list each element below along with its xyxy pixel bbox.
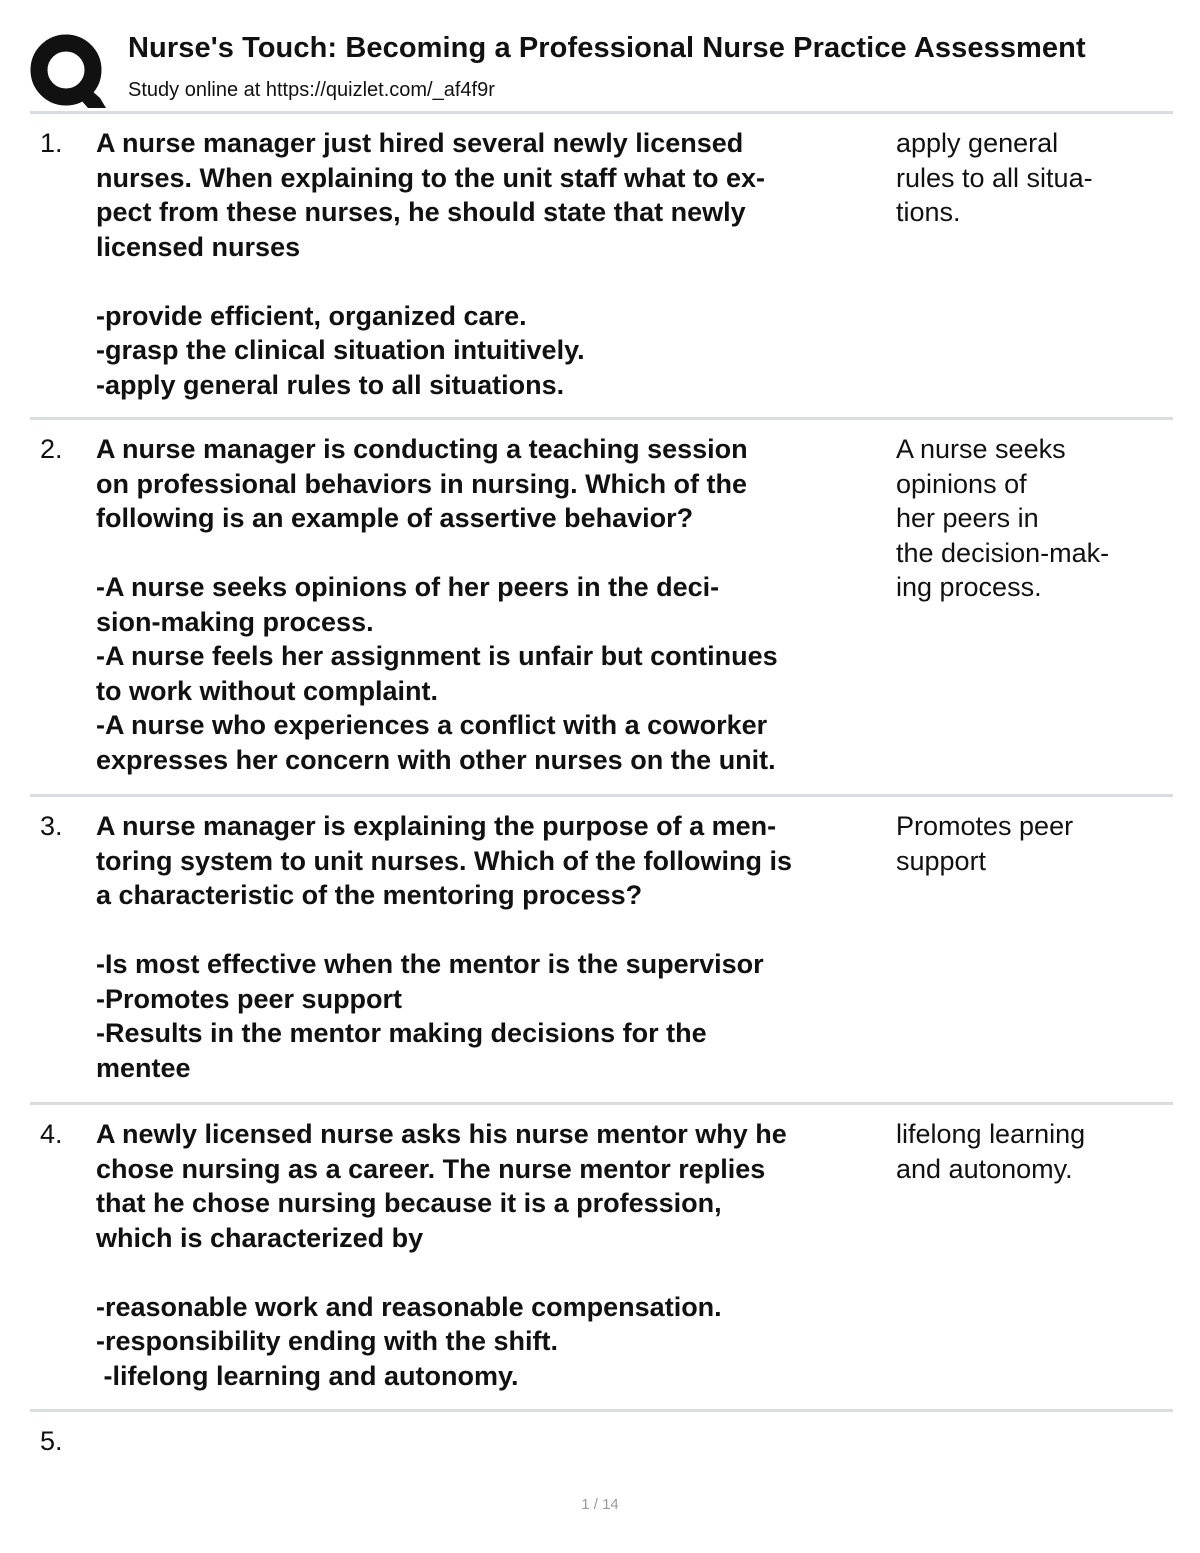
answer-line: apply general [896, 128, 1059, 158]
question-line: toring system to unit nurses. Which of the following is [96, 845, 793, 876]
divider [30, 794, 1173, 797]
question-line [96, 264, 896, 299]
question-line: nurses. When explaining to the unit staff what to ex- [96, 162, 766, 193]
card-question [96, 1117, 896, 1393]
card-number: 1. [40, 128, 63, 158]
card-number: 4. [40, 1119, 63, 1149]
question-line: a characteristic of the mentoring process? [96, 880, 643, 910]
quizlet-logo-icon [30, 32, 106, 108]
divider [30, 111, 1173, 114]
question-line: -Is most effective when the mentor is the supervisor [96, 949, 764, 979]
question-line: A newly licensed nurse asks his nurse mentor why he [96, 1119, 787, 1149]
answer-line: and autonomy. [896, 1153, 1073, 1184]
document-subtitle: Study online at https://quizlet.com/_af4f9r [128, 79, 495, 101]
card-question [96, 809, 896, 1085]
document-title: Nurse's Touch: Becoming a Professional Nurse Practice Assessment [128, 32, 1086, 64]
answer-line: ing process. [896, 572, 1042, 602]
answer-line: A nurse seeks [896, 434, 1066, 464]
question-line: expresses her concern with other nurses on the unit. [96, 744, 776, 775]
card-answer [896, 809, 1171, 878]
divider [30, 1102, 1173, 1105]
question-line: chose nursing as a career. The nurse mentor replies [96, 1153, 766, 1184]
card-number: 3. [40, 811, 63, 841]
answer-line: rules to all situa- [896, 162, 1093, 193]
card-question [96, 432, 896, 777]
question-line [96, 536, 896, 571]
question-line [96, 913, 896, 948]
question-line: A nurse manager is explaining the purpose of a men- [96, 811, 777, 841]
question-line: -lifelong learning and autonomy. [96, 1360, 519, 1391]
question-line: -responsibility ending with the shift. [96, 1326, 559, 1356]
question-line: licensed nurses [96, 231, 301, 262]
answer-line: the decision-mak- [896, 537, 1110, 568]
question-line: which is characterized by [96, 1222, 424, 1253]
answer-line: opinions of [896, 468, 1027, 499]
answer-line: support [896, 845, 987, 876]
question-line: mentee [96, 1052, 191, 1083]
page-number: 1 / 14 [581, 1496, 619, 1513]
card-answer [896, 126, 1171, 230]
question-line: pect from these nurses, he should state that newly [96, 197, 746, 227]
question-line: on professional behaviors in nursing. Which of the [96, 468, 748, 499]
question-line: A nurse manager is conducting a teaching session [96, 434, 748, 464]
answer-line: lifelong learning [896, 1119, 1086, 1149]
divider [30, 417, 1173, 420]
question-line: -A nurse seeks opinions of her peers in the deci- [96, 572, 720, 602]
question-line: -Results in the mentor making decisions for the [96, 1018, 707, 1048]
question-line: that he chose nursing because it is a profession, [96, 1188, 722, 1218]
card-question [96, 126, 896, 402]
card-answer [896, 1117, 1171, 1186]
question-line: sion-making process. [96, 606, 374, 637]
card-number: 5. [40, 1426, 63, 1456]
question-line: to work without complaint. [96, 675, 438, 706]
document-header [30, 30, 1175, 110]
card-answer [896, 432, 1171, 605]
question-line: -A nurse feels her assignment is unfair but continues [96, 641, 778, 671]
question-line: -A nurse who experiences a conflict with a coworker [96, 710, 768, 740]
question-line: -grasp the clinical situation intuitively. [96, 335, 585, 365]
question-line [96, 1255, 896, 1290]
question-line: following is an example of assertive behavior? [96, 503, 694, 533]
answer-line: tions. [896, 197, 961, 227]
card-number: 2. [40, 434, 63, 464]
question-line: -provide efficient, organized care. [96, 300, 527, 331]
answer-line: her peers in [896, 503, 1039, 533]
divider [30, 1409, 1173, 1412]
question-line: A nurse manager just hired several newly licensed [96, 128, 744, 158]
answer-line: Promotes peer [896, 811, 1074, 841]
question-line: -reasonable work and reasonable compensation. [96, 1291, 722, 1322]
question-line: -apply general rules to all situations. [96, 369, 565, 400]
question-line: -Promotes peer support [96, 983, 403, 1014]
